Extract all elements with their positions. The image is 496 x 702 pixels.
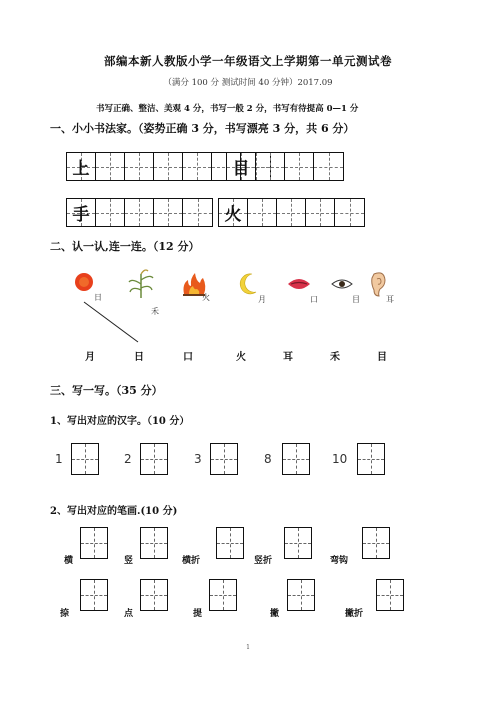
section2-heading: 二、认一认,连一连。（12 分） bbox=[50, 240, 200, 253]
word-he[interactable]: 禾 bbox=[330, 352, 340, 363]
word-huo[interactable]: 火 bbox=[236, 352, 246, 363]
answer-box[interactable] bbox=[284, 527, 312, 559]
section3-heading: 三、写一写。（35 分） bbox=[50, 384, 163, 397]
stroke-label: 弯钩 bbox=[330, 556, 349, 566]
answer-box[interactable] bbox=[282, 443, 310, 475]
model-char: 火 bbox=[224, 205, 242, 225]
page-title: 部编本新人教版小学一年级语文上学期第一单元测试卷 bbox=[104, 54, 392, 68]
number-label: 8 bbox=[264, 452, 272, 466]
stroke-label: 撇折 bbox=[345, 609, 364, 619]
stroke-label: 横折 bbox=[182, 556, 201, 566]
answer-box[interactable] bbox=[140, 443, 168, 475]
ancient-char-sun: 日 bbox=[94, 293, 102, 302]
answer-box[interactable] bbox=[357, 443, 385, 475]
handwriting-note: 书写正确、整洁、美观 4 分，书写一般 2 分，书写有待提高 0—1 分 bbox=[96, 104, 359, 114]
answer-box[interactable] bbox=[80, 527, 108, 559]
answer-box[interactable] bbox=[140, 579, 168, 611]
stroke-label: 捺 bbox=[60, 609, 70, 619]
answer-box[interactable] bbox=[362, 527, 390, 559]
model-char: 手 bbox=[72, 205, 90, 225]
answer-box[interactable] bbox=[210, 443, 238, 475]
number-label: 10 bbox=[332, 452, 348, 466]
word-ri[interactable]: 日 bbox=[134, 352, 144, 363]
stroke-label: 提 bbox=[193, 609, 203, 619]
ancient-char-mouth: 口 bbox=[310, 295, 318, 304]
word-yue[interactable]: 月 bbox=[85, 352, 95, 363]
page-number: 1 bbox=[246, 644, 250, 651]
ancient-char-grain: 禾 bbox=[151, 307, 159, 316]
stroke-label: 竖 bbox=[124, 556, 134, 566]
number-label: 2 bbox=[124, 452, 132, 466]
stroke-label: 横 bbox=[64, 556, 74, 566]
model-char: 上 bbox=[72, 159, 90, 179]
answer-box[interactable] bbox=[287, 579, 315, 611]
number-label: 1 bbox=[55, 452, 63, 466]
ancient-char-ear: 耳 bbox=[386, 295, 394, 304]
answer-box[interactable] bbox=[71, 443, 99, 475]
stroke-label: 撇 bbox=[270, 609, 280, 619]
section1-heading: 一、小小书法家。（姿势正确 3 分，书写漂亮 3 分，共 6 分） bbox=[50, 122, 355, 135]
model-char: 目 bbox=[232, 159, 250, 179]
answer-box[interactable] bbox=[140, 527, 168, 559]
word-kou[interactable]: 口 bbox=[183, 352, 193, 363]
stroke-label: 点 bbox=[124, 609, 134, 619]
word-mu[interactable]: 目 bbox=[377, 352, 387, 363]
exam-info: （满分 100 分 测试时间 40 分钟）2017.09 bbox=[163, 78, 333, 88]
ancient-char-fire: 火 bbox=[202, 293, 210, 302]
ancient-char-moon: 月 bbox=[258, 295, 266, 304]
stroke-label: 竖折 bbox=[254, 556, 273, 566]
ancient-char-eye: 目 bbox=[352, 295, 360, 304]
section3-part1-heading: 1、写出对应的汉字。（10 分） bbox=[50, 416, 190, 427]
number-label: 3 bbox=[194, 452, 202, 466]
answer-box[interactable] bbox=[209, 579, 237, 611]
answer-box[interactable] bbox=[216, 527, 244, 559]
answer-box[interactable] bbox=[80, 579, 108, 611]
answer-box[interactable] bbox=[376, 579, 404, 611]
word-er[interactable]: 耳 bbox=[283, 352, 293, 363]
section3-part2-heading: 2、写出对应的笔画.(10 分) bbox=[50, 506, 178, 517]
